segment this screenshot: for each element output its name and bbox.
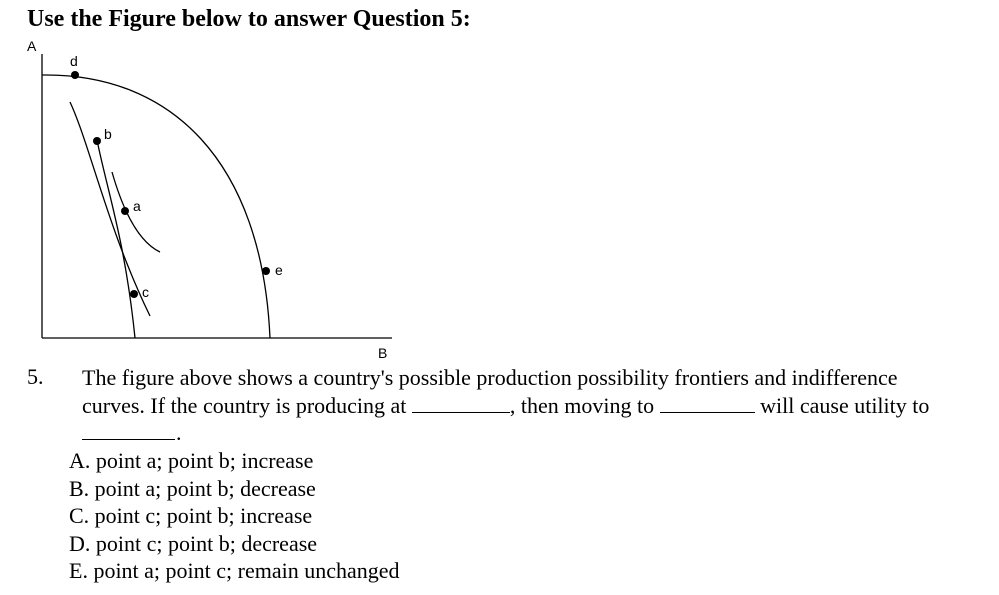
question-number: 5. <box>27 364 44 389</box>
point-d <box>71 71 79 79</box>
question-line-2-start: curves. If the country is producing at <box>82 393 412 418</box>
point-a <box>121 207 129 215</box>
question-line-1: The figure above shows a country's possible production possibility frontiers and indifference <box>82 365 898 390</box>
point-b <box>93 137 101 145</box>
point-e-label: e <box>275 262 283 278</box>
point-d-label: d <box>70 53 78 69</box>
inner-ppf-curve <box>97 140 135 338</box>
question-text <box>82 364 994 420</box>
point-a-label: a <box>133 198 141 214</box>
answer-blank-3 <box>82 421 175 440</box>
point-e <box>262 267 270 275</box>
ppf-figure <box>0 0 420 370</box>
point-c-label: c <box>142 284 149 300</box>
point-c <box>130 290 138 298</box>
question-period: . <box>176 420 182 445</box>
answer-blank-1 <box>412 394 510 413</box>
question-line-2-middle: , then moving to <box>509 393 660 418</box>
option-c[interactable]: C. point c; point b; increase <box>69 503 313 528</box>
question-line-2 <box>82 392 994 420</box>
answer-blank-2 <box>660 394 755 413</box>
x-axis-label: B <box>378 345 388 361</box>
outer-ppf-curve <box>42 75 270 338</box>
question-heading: Use the Figure below to answer Question 5: <box>27 6 471 32</box>
option-e[interactable]: E. point a; point c; remain unchanged <box>69 558 400 583</box>
option-d[interactable]: D. point c; point b; decrease <box>69 530 318 556</box>
y-axis-label: A <box>27 38 37 54</box>
answer-options <box>69 447 400 585</box>
option-b[interactable]: B. point a; point b; decrease <box>69 475 316 501</box>
point-b-label: b <box>104 126 112 142</box>
option-a[interactable]: A. point a; point b; increase <box>69 448 314 473</box>
question-line-2-end: will cause utility to <box>754 393 930 418</box>
